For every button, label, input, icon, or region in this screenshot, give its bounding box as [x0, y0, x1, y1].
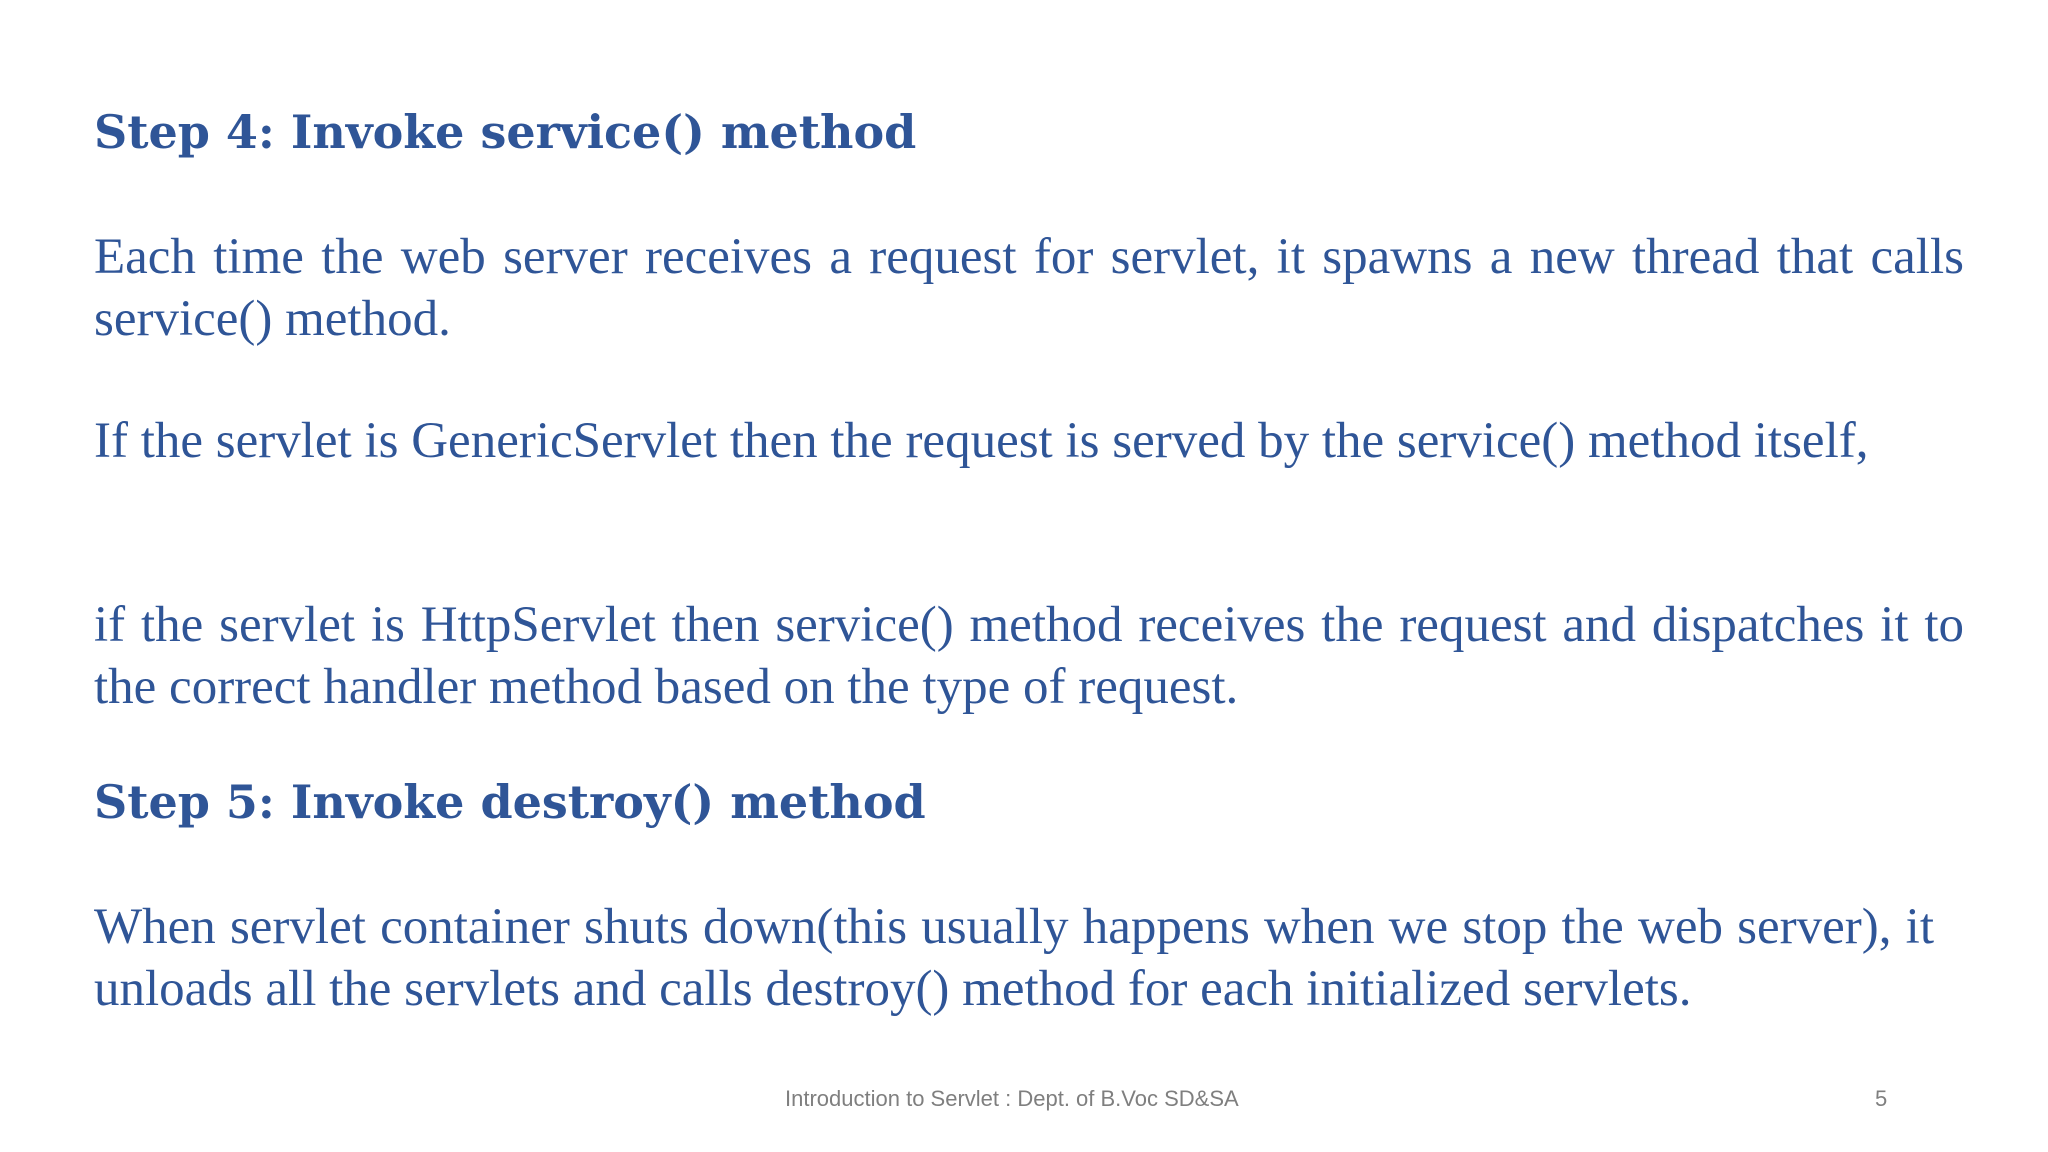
footer-text: Introduction to Servlet : Dept. of B.Voc SD&SA [785, 1086, 1239, 1111]
step4-paragraph-3: if the servlet is HttpServlet then service() method receives the request and dispatches it to the correct handler method based on the type of request. [94, 597, 1964, 715]
page-number: 5 [1875, 1086, 1888, 1111]
step5-heading: Step 5: Invoke destroy() method [94, 775, 926, 829]
step4-paragraph-1: Each time the web server receives a request for servlet, it spawns a new thread that calls service() method. [94, 229, 1964, 347]
step4-paragraph-2: If the servlet is GenericServlet then the request is served by the service() method itself, [94, 413, 1869, 469]
step4-heading: Step 4: Invoke service() method [94, 105, 917, 159]
step5-paragraph-1: When servlet container shuts down(this usually happens when we stop the web server), it unloads all the servlets and calls destroy() method for each initialized servlets. [94, 899, 1934, 1017]
